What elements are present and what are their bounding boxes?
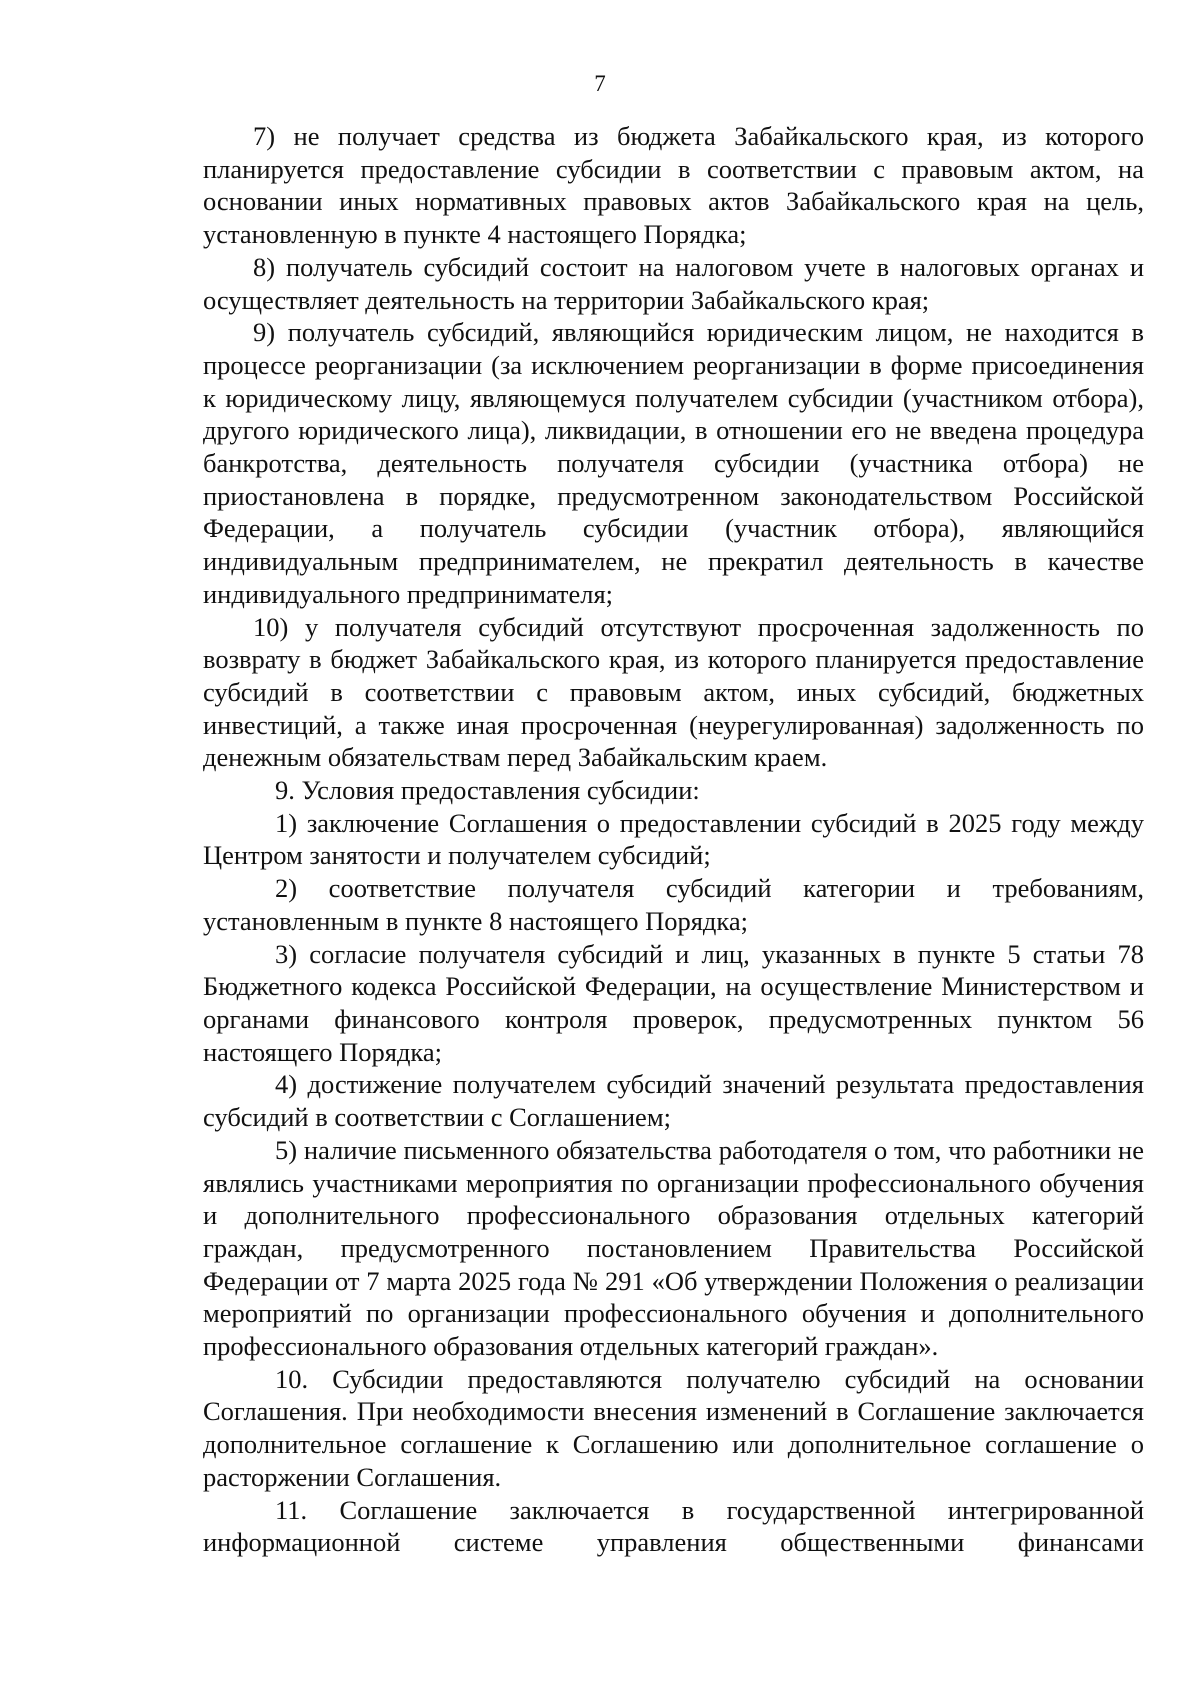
condition-item-5: 5) наличие письменного обязательства работодателя о том, что работники не являлись участниками мероприятия по организации профессионального обучения и дополнительного профессионального образования отдельных категорий граждан, предусмотренного постановлением Правительства Российской Федерации от 7 марта 2025 года № 291 «Об утверждении Положения о реализации мероприятий по организации профессионального обучения и дополнительного профессионального образования отдельных категорий граждан».	[203, 1134, 1144, 1362]
paragraph-item-9: 9) получатель субсидий, являющийся юридическим лицом, не находится в процессе реорганизации (за исключением реорганизации в форме присоединения к юридическому лицу, являющемуся получателем субсидии (участником отбора), другого юридического лица), ликвидации, в отношении его не введена процедура банкротства, деятельность получателя субсидии (участника отбора) не приостановлена в порядке, предусмотренном законодательством Российской Федерации, а получатель субсидии (участник отбора), являющийся индивидуальным предпринимателем, не прекратил деятельность в качестве индивидуального предпринимателя;	[203, 317, 1144, 609]
section-heading-9: 9. Условия предоставления субсидии:	[275, 775, 700, 806]
paragraph-item-10: 10) у получателя субсидий отсутствуют просроченная задолженность по возврату в бюджет Забайкальского края, из которого планируется предоставление субсидий в соответствии с правовым актом, иных субсидий, бюджетных инвестиций, а также иная просроченная (неурегулированная) задолженность по денежным обязательствам перед Забайкальским краем.	[203, 611, 1144, 773]
paragraph-item-7: 7) не получает средства из бюджета Забайкальского края, из которого планируется предоставление субсидии в соответствии с правовым актом, на основании иных нормативных правовых актов Забайкальского края на цель, установленную в пункте 4 настоящего Порядка;	[203, 121, 1144, 250]
section-paragraph-10: 10. Субсидии предоставляются получателю субсидий на основании Соглашения. При необходимости внесения изменений в Соглашение заключается дополнительное соглашение к Соглашению или дополнительное соглашение о расторжении Соглашения.	[203, 1363, 1144, 1492]
condition-item-2: 2) соответствие получателя субсидий категории и требованиям, установленным в пункте 8 настоящего Порядка;	[203, 873, 1144, 936]
section-paragraph-11: 11. Соглашение заключается в государственной интегрированной информационной системе управления общественными финансами	[203, 1494, 1144, 1558]
paragraph-item-8: 8) получатель субсидий состоит на налоговом учете в налоговых органах и осуществляет деятельность на территории Забайкальского края;	[203, 251, 1144, 315]
condition-item-3: 3) согласие получателя субсидий и лиц, указанных в пункте 5 статьи 78 Бюджетного кодекса Российской Федерации, на осуществление Министерством и органами финансового контроля проверок, предусмотренных пунктом 56 настоящего Порядка;	[203, 938, 1144, 1067]
condition-item-4: 4) достижение получателем субсидий значений результата предоставления субсидий в соответствии с Соглашением;	[203, 1069, 1144, 1133]
page-number: 7	[594, 71, 606, 96]
document-body	[203, 120, 1144, 1559]
condition-item-1: 1) заключение Соглашения о предоставлении субсидий в 2025 году между Центром занятости и получателем субсидий;	[203, 807, 1144, 871]
